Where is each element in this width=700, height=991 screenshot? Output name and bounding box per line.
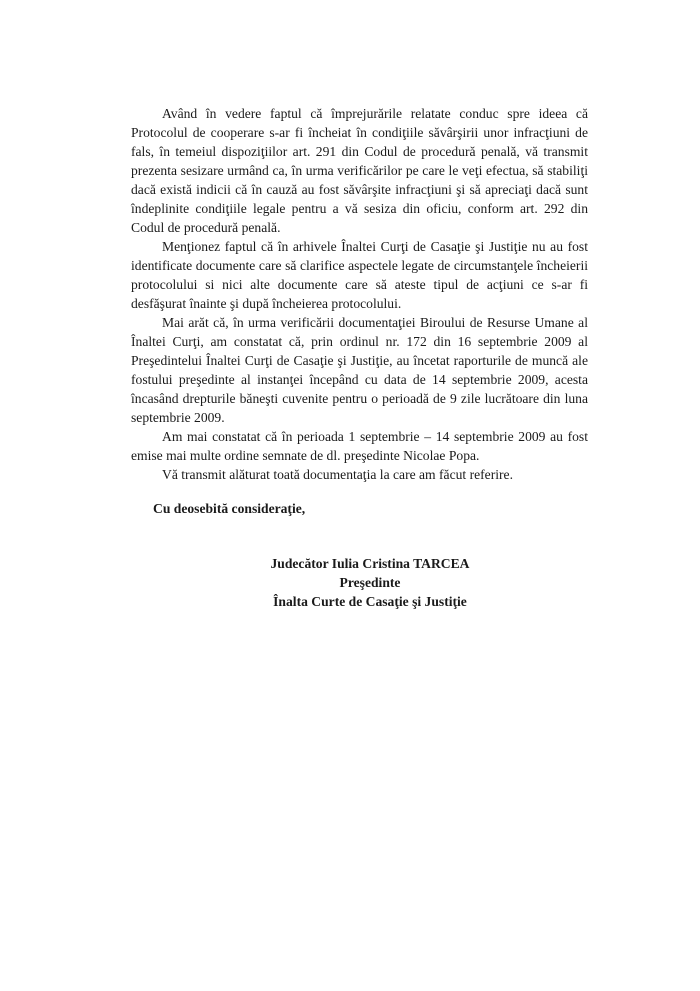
paragraph-referral: Având în vedere faptul că împrejurările relatate conduc spre ideea că Protocolul de cooperare s-ar fi încheiat în condiţiile săvârşirii unor infracţiuni de fals, în temeiul dispoziţiilor art. 291 din Codul de procedură penală, vă transmit prezenta sesizare urmând ca, în urma verificărilor pe care le veţi efectua, să stabiliţi dacă există indicii că în cauză au fost săvârşite infracţiuni şi să apreciaţi dacă sunt îndeplinite condiţiile legale pentru a vă sesiza din oficiu, conform art. 292 din Codul de procedură penală.	[131, 106, 588, 235]
paragraph-archives: Menţionez faptul că în arhivele Înaltei Curţi de Casaţie şi Justiţie nu au fost identificate documente care să clarifice aspectele legate de circumstanţele încheierii protocolului si nici alte documente care să ateste tipul de acţiuni ce s-ar fi desfăşurat înainte şi după încheierea protocolului.	[131, 239, 588, 311]
paragraph-orders: Am mai constatat că în perioada 1 septembrie – 14 septembrie 2009 au fost emise mai multe ordine semnate de dl. preşedinte Nicolae Popa.	[131, 429, 588, 463]
signatory-institution: Înalta Curte de Casaţie şi Justiţie	[273, 594, 467, 609]
signature-block	[200, 554, 540, 611]
signatory-name: Judecător Iulia Cristina TARCEA	[270, 556, 470, 571]
signatory-title: Preşedinte	[339, 575, 401, 590]
paragraph-hr-verification: Mai arăt că, în urma verificării documentaţiei Biroului de Resurse Umane al Înaltei Curţi, am constatat că, prin ordinul nr. 172 din 16 septembrie 2009 al Preşedintelui Înaltei Curţi de Casaţie şi Justiţie, au încetat raporturile de muncă ale fostului preşedinte al instanţei începând cu data de 14 septembrie 2009, acesta încasând drepturile băneşti cuvenite pentru o perioadă de 9 zile lucrătoare din luna septembrie 2009.	[131, 315, 588, 425]
closing-salutation: Cu deosebită consideraţie,	[153, 501, 306, 516]
letter-body	[131, 104, 588, 484]
paragraph-attachments: Vă transmit alăturat toată documentaţia la care am făcut referire.	[162, 467, 513, 482]
